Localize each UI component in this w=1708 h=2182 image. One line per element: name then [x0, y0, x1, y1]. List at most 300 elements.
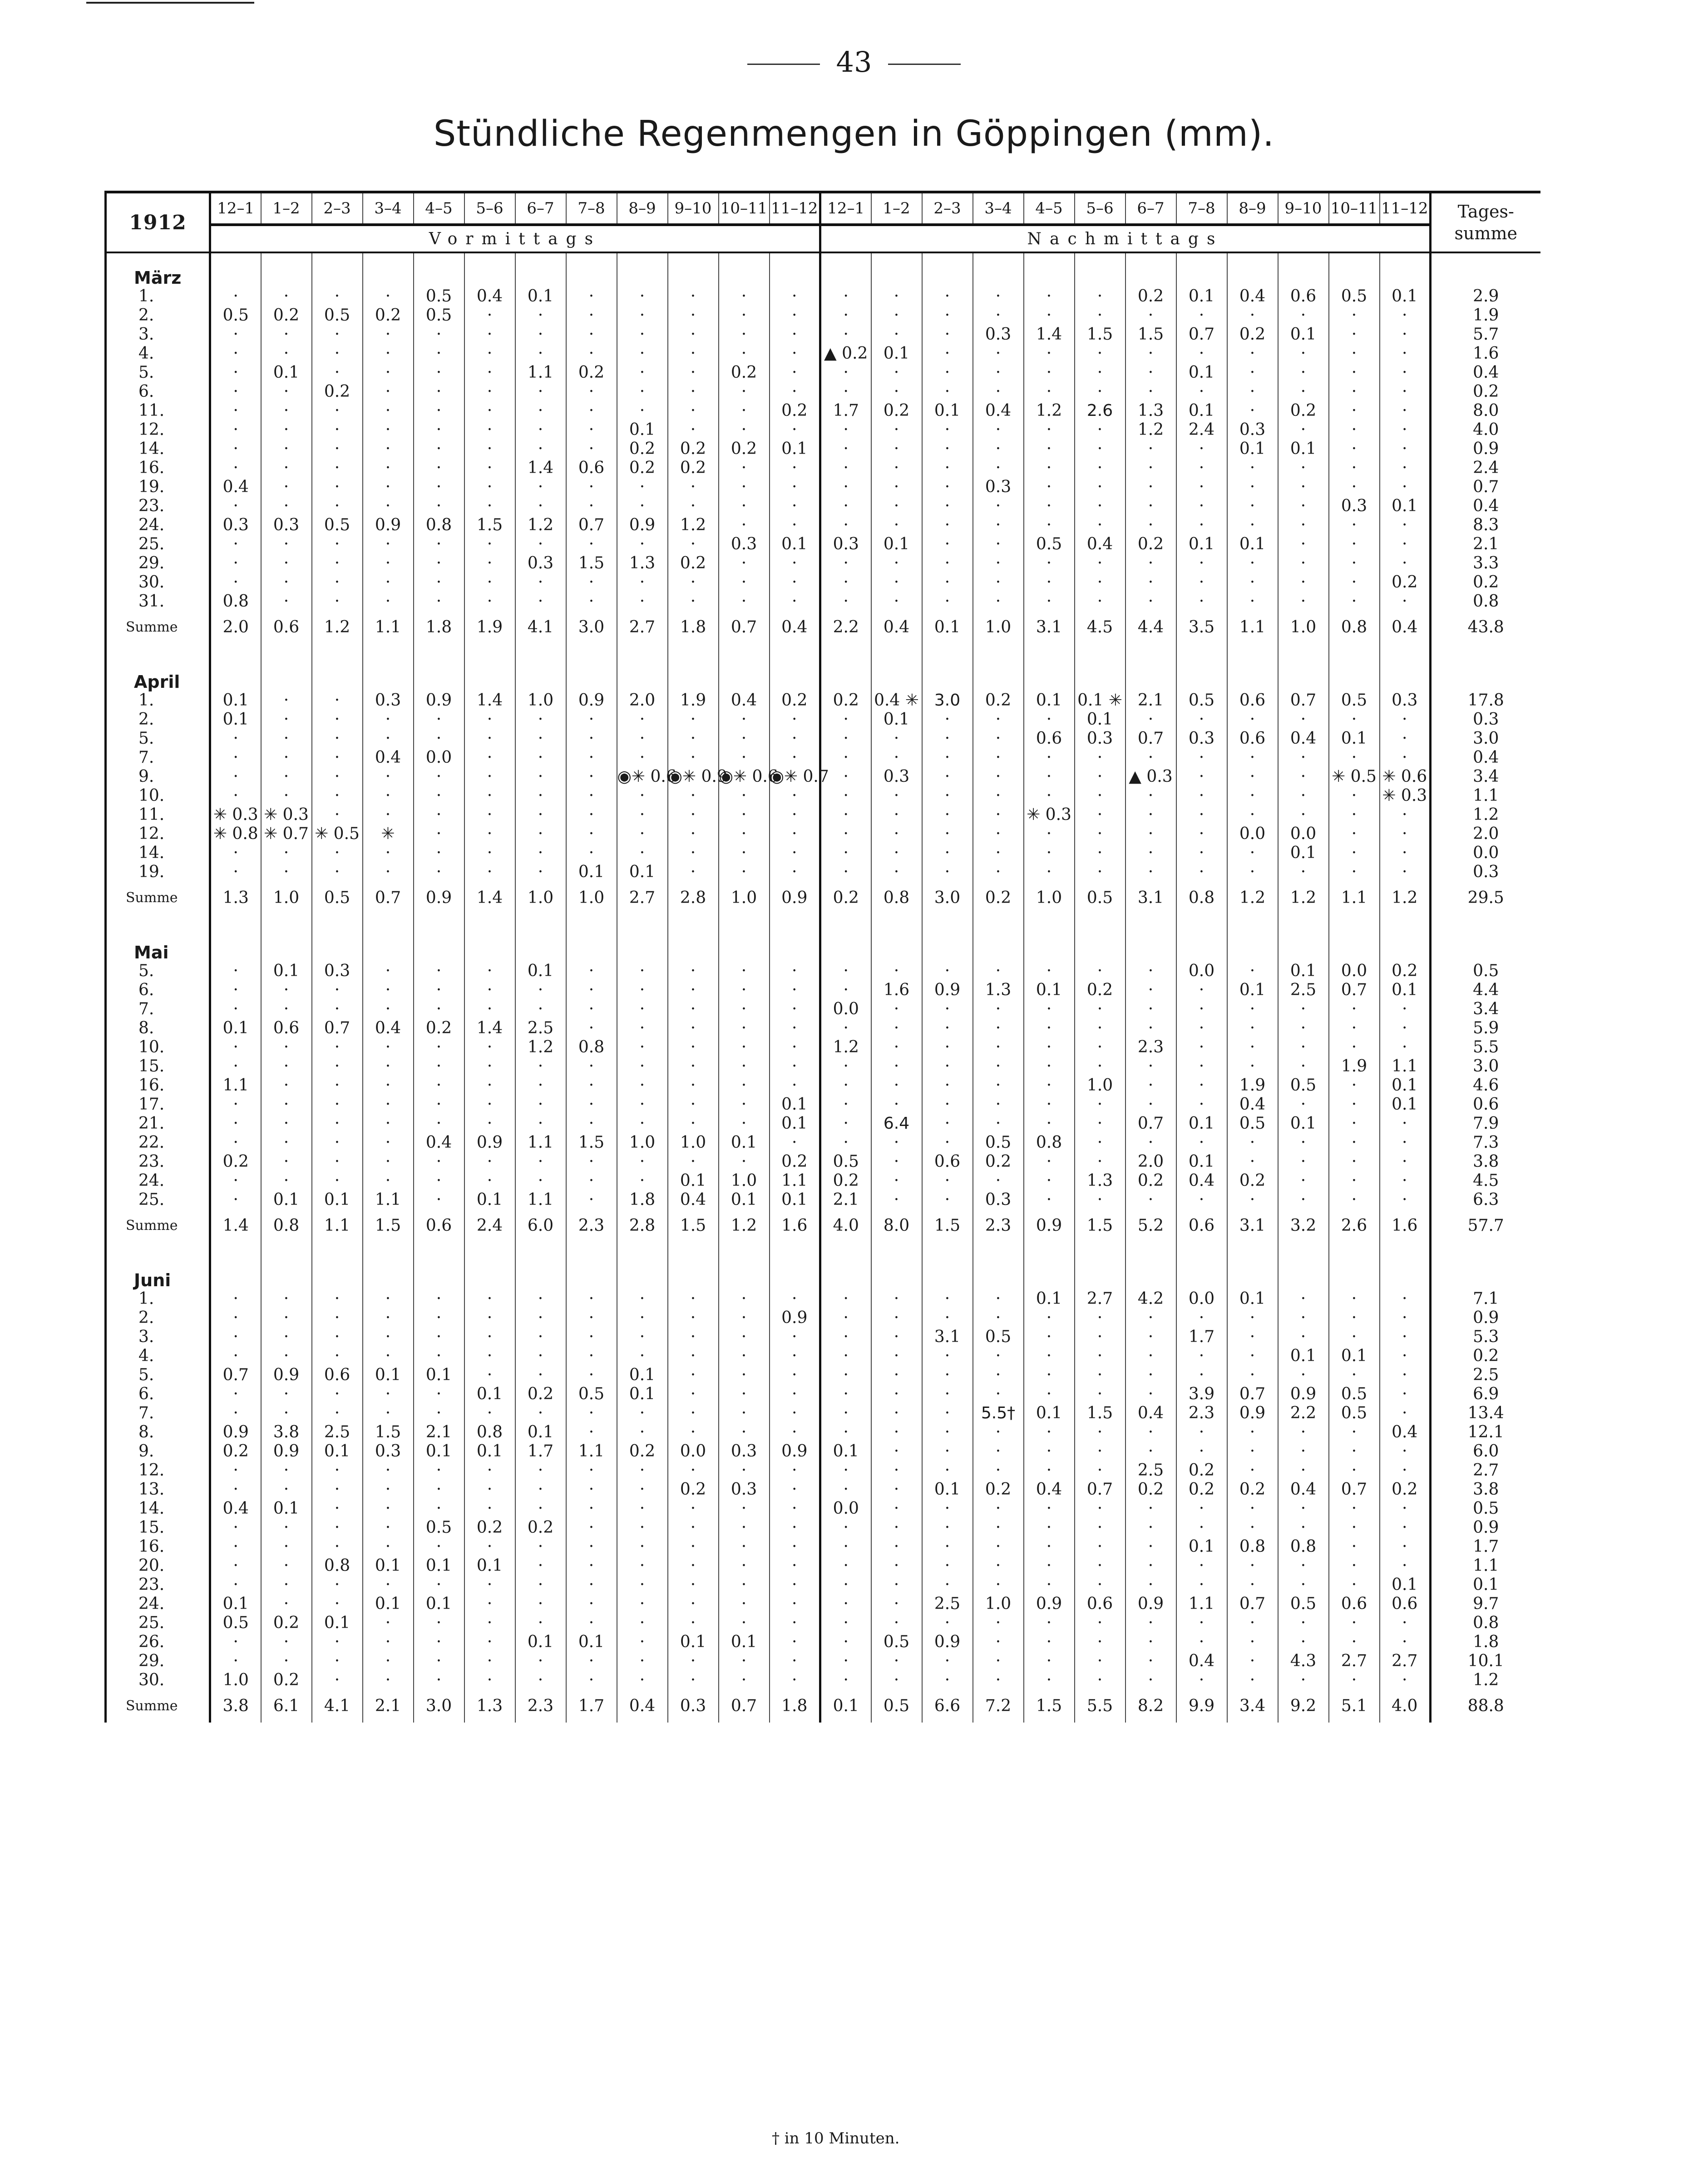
rain-value-cell: · — [617, 1152, 668, 1171]
day-row — [106, 344, 1540, 363]
rain-value-cell: · — [464, 1671, 515, 1690]
rain-value-cell: · — [1075, 420, 1126, 439]
rain-value-cell: · — [1075, 1152, 1126, 1171]
total-label: Summe — [106, 1690, 210, 1723]
rain-value-cell: 2.5 — [515, 1019, 566, 1038]
rain-value-cell: · — [668, 1461, 719, 1480]
rain-value-cell: 2.0 — [210, 611, 261, 644]
rain-value-cell: 1.1 — [515, 1190, 566, 1209]
rain-value-cell: 0.1 — [210, 1019, 261, 1038]
rain-value-cell: · — [719, 1347, 770, 1366]
rain-value-cell: 1.2 — [312, 611, 363, 644]
rain-value-cell: · — [973, 1633, 1024, 1652]
rain-value-cell: · — [312, 767, 363, 786]
day-label: 12. — [106, 420, 210, 439]
rain-value-cell: · — [1075, 1038, 1126, 1057]
rain-value-cell: · — [414, 535, 464, 554]
rain-value-cell: · — [719, 1328, 770, 1347]
hour-header: 2–3 — [312, 192, 363, 225]
rain-value-cell: 3.2 — [1278, 1209, 1329, 1242]
rain-value-cell: · — [1227, 306, 1278, 325]
rain-value-cell: · — [973, 344, 1024, 363]
rain-value-cell: · — [515, 1499, 566, 1518]
rain-value-cell: 0.7 — [719, 1690, 770, 1723]
daily-sum-cell: 0.7 — [1431, 478, 1540, 497]
rain-value-cell: · — [414, 767, 464, 786]
rain-value-cell: · — [668, 401, 719, 420]
rain-value-cell: · — [1176, 382, 1227, 401]
rain-value-cell: · — [566, 535, 617, 554]
rain-value-cell: · — [1024, 1308, 1075, 1328]
rain-value-cell: 0.1 — [1176, 535, 1227, 554]
rain-value-cell: 2.1 — [363, 1690, 414, 1723]
rain-value-cell: 0.3 — [973, 478, 1024, 497]
rain-value-cell: · — [464, 420, 515, 439]
rain-value-cell: · — [1329, 1114, 1380, 1133]
rain-value-cell: · — [1024, 1423, 1075, 1442]
rain-value-cell: · — [363, 1133, 414, 1152]
rain-value-cell: · — [261, 691, 312, 710]
rain-value-cell: · — [312, 1652, 363, 1671]
rain-value-cell: · — [515, 1000, 566, 1019]
rain-value-cell: · — [719, 710, 770, 729]
rain-value-cell: · — [668, 1289, 719, 1308]
day-row — [106, 1556, 1540, 1575]
daily-sum-cell: 6.9 — [1431, 1385, 1540, 1404]
page-number: 43 — [0, 45, 1708, 79]
rain-value-cell: · — [1380, 1114, 1431, 1133]
rain-value-cell: · — [1024, 1385, 1075, 1404]
rain-value-cell: · — [1075, 844, 1126, 863]
rain-value-cell: · — [820, 1133, 871, 1152]
rain-value-cell: · — [770, 478, 820, 497]
rain-value-cell: 3.8 — [261, 1423, 312, 1442]
rain-value-cell: 0.2 — [1126, 1171, 1176, 1190]
rain-value-cell: · — [464, 401, 515, 420]
rain-value-cell: · — [871, 1385, 922, 1404]
rain-value-cell: · — [719, 962, 770, 981]
rain-value-cell: · — [312, 1347, 363, 1366]
rain-value-cell: · — [617, 1461, 668, 1480]
rain-value-cell: 0.1 — [1278, 962, 1329, 981]
rain-value-cell: · — [922, 1190, 973, 1209]
day-row — [106, 1152, 1540, 1171]
daily-sum-cell: 3.8 — [1431, 1480, 1540, 1499]
rain-value-cell: 1.1 — [1329, 882, 1380, 914]
day-row — [106, 1518, 1540, 1537]
day-row — [106, 1671, 1540, 1690]
rain-value-cell: 0.4 — [1176, 1652, 1227, 1671]
rain-value-cell: · — [414, 962, 464, 981]
rain-value-cell: 0.5 — [1024, 535, 1075, 554]
rain-value-cell: · — [1380, 1347, 1431, 1366]
rain-value-cell: · — [261, 535, 312, 554]
day-label: 2. — [106, 1308, 210, 1328]
rain-value-cell: · — [1278, 1133, 1329, 1152]
rain-value-cell: 0.5 — [1329, 1404, 1380, 1423]
rain-value-cell: · — [1329, 863, 1380, 882]
day-row — [106, 459, 1540, 478]
rain-value-cell: 1.5 — [566, 554, 617, 573]
rain-value-cell: 3.0 — [414, 1690, 464, 1723]
rain-value-cell: · — [464, 1000, 515, 1019]
rain-value-cell: 0.1 — [668, 1633, 719, 1652]
rain-value-cell: 2.7 — [1329, 1652, 1380, 1671]
rain-value-cell: · — [210, 1308, 261, 1328]
rain-value-cell: · — [1176, 459, 1227, 478]
rain-value-cell: 2.5 — [312, 1423, 363, 1442]
rain-value-cell: · — [210, 535, 261, 554]
rain-value-cell: · — [871, 478, 922, 497]
rain-value-cell: · — [719, 1537, 770, 1556]
rain-value-cell: 2.1 — [1126, 691, 1176, 710]
rain-value-cell: · — [1024, 1366, 1075, 1385]
rain-value-cell: 0.2 — [261, 1671, 312, 1690]
rain-value-cell: 0.1 — [922, 401, 973, 420]
rain-value-cell: · — [973, 1114, 1024, 1133]
rain-value-cell: · — [820, 1114, 871, 1133]
rain-value-cell: · — [770, 824, 820, 844]
rain-value-cell: · — [1227, 1133, 1278, 1152]
rain-value-cell: 0.6 — [261, 611, 312, 644]
rain-value-cell: · — [1329, 1575, 1380, 1595]
rain-value-cell: · — [820, 1556, 871, 1575]
rain-value-cell: 0.2 — [668, 1480, 719, 1499]
rain-value-cell: 1.0 — [515, 882, 566, 914]
rain-value-cell: 1.0 — [566, 882, 617, 914]
rain-value-cell: · — [414, 459, 464, 478]
day-row — [106, 478, 1540, 497]
rain-value-cell: · — [363, 535, 414, 554]
rain-value-cell: · — [1380, 1190, 1431, 1209]
spacer-row — [106, 914, 1540, 928]
rain-value-cell: · — [617, 1595, 668, 1614]
rain-value-cell: 0.5 — [1075, 882, 1126, 914]
month-total-sum: 88.8 — [1431, 1690, 1540, 1723]
rain-value-cell: · — [1024, 786, 1075, 805]
rain-value-cell: · — [464, 1366, 515, 1385]
rain-value-cell: · — [1227, 1019, 1278, 1038]
rain-value-cell: · — [1278, 1000, 1329, 1019]
rain-value-cell: · — [1126, 478, 1176, 497]
rain-value-cell: · — [210, 344, 261, 363]
rain-value-cell: 0.2 — [515, 1518, 566, 1537]
rain-value-cell: · — [617, 306, 668, 325]
rain-value-cell: 1.6 — [1380, 1209, 1431, 1242]
rain-value-cell: · — [719, 1575, 770, 1595]
rain-value-cell: · — [922, 1404, 973, 1423]
month-header-row — [106, 928, 1540, 962]
rain-value-cell: 1.4 — [464, 691, 515, 710]
rain-value-cell: · — [973, 710, 1024, 729]
rain-value-cell: 0.7 — [1329, 1480, 1380, 1499]
rain-value-cell: 0.4 — [1227, 287, 1278, 306]
rain-value-cell: 0.1 — [464, 1190, 515, 1209]
rain-value-cell: · — [1380, 1308, 1431, 1328]
rain-value-cell: · — [1024, 748, 1075, 767]
rain-value-cell: · — [922, 344, 973, 363]
day-label: 30. — [106, 573, 210, 592]
rain-value-cell: · — [414, 1057, 464, 1076]
rain-value-cell: 0.2 — [1227, 325, 1278, 344]
rain-value-cell: 0.1 — [566, 863, 617, 882]
rain-value-cell: · — [820, 1480, 871, 1499]
rain-value-cell: 0.1 — [1380, 1095, 1431, 1114]
rain-value-cell: · — [515, 1575, 566, 1595]
rain-value-cell: · — [363, 1328, 414, 1347]
rain-value-cell: · — [1024, 1057, 1075, 1076]
total-label: Summe — [106, 611, 210, 644]
day-label: 7. — [106, 1000, 210, 1019]
rain-value-cell: · — [414, 1614, 464, 1633]
rain-value-cell: · — [820, 459, 871, 478]
rain-value-cell: · — [414, 1190, 464, 1209]
rain-value-cell: · — [871, 1423, 922, 1442]
rain-value-cell: · — [770, 981, 820, 1000]
rain-value-cell: · — [566, 1423, 617, 1442]
rain-value-cell: · — [871, 1499, 922, 1518]
rain-value-cell: · — [770, 1671, 820, 1690]
hour-header: 4–5 — [414, 192, 464, 225]
rain-value-cell: · — [617, 824, 668, 844]
rain-value-cell: · — [922, 863, 973, 882]
rain-value-cell: · — [1380, 710, 1431, 729]
rain-value-cell: · — [363, 1152, 414, 1171]
hour-header: 2–3 — [922, 192, 973, 225]
rain-value-cell: ◉✳ 0.9 — [668, 767, 727, 786]
rain-value-cell: · — [668, 1537, 719, 1556]
period-header-row — [106, 225, 1540, 252]
rain-value-cell: · — [566, 1019, 617, 1038]
rain-value-cell: · — [363, 1000, 414, 1019]
rain-value-cell: 0.1 — [617, 1366, 668, 1385]
rain-value-cell: 0.1 — [1380, 1575, 1431, 1595]
rain-value-cell: 1.1 — [515, 363, 566, 382]
rain-value-cell: · — [973, 824, 1024, 844]
rain-value-cell: 0.2 — [1176, 1480, 1227, 1499]
rain-value-cell: 0.4 — [719, 691, 770, 710]
rain-value-cell: 1.4 — [464, 1019, 515, 1038]
rain-value-cell: · — [1176, 1366, 1227, 1385]
rain-value-cell: ◉✳ 0.6 — [617, 767, 676, 786]
rain-value-cell: 0.2 — [973, 1480, 1024, 1499]
rain-value-cell: · — [363, 1385, 414, 1404]
rain-value-cell: · — [1380, 1404, 1431, 1423]
rain-value-cell: · — [1278, 1461, 1329, 1480]
rain-value-cell: 0.4 — [1278, 729, 1329, 748]
rain-value-cell: · — [363, 962, 414, 981]
daily-sum-cell: 7.1 — [1431, 1289, 1540, 1308]
rain-value-cell: · — [770, 497, 820, 516]
rain-value-cell: 0.4 — [1075, 535, 1126, 554]
rain-value-cell: 0.1 — [1278, 325, 1329, 344]
month-total-row — [106, 1209, 1540, 1242]
rain-value-cell: · — [464, 1614, 515, 1633]
rain-value-cell: · — [871, 1556, 922, 1575]
rain-value-cell: · — [312, 592, 363, 611]
rain-value-cell: · — [1380, 863, 1431, 882]
rain-value-cell: · — [1176, 1000, 1227, 1019]
rain-value-cell: 0.5 — [312, 882, 363, 914]
day-row — [106, 1038, 1540, 1057]
rain-value-cell: · — [973, 786, 1024, 805]
rain-value-cell: · — [1329, 1556, 1380, 1575]
rain-value-cell: 8.2 — [1126, 1690, 1176, 1723]
rain-value-cell: · — [922, 1289, 973, 1308]
rain-value-cell: 2.5 — [1126, 1461, 1176, 1480]
rain-value-cell: 1.0 — [1075, 1076, 1126, 1095]
day-label: 17. — [106, 1095, 210, 1114]
rain-value-cell: · — [1227, 748, 1278, 767]
rain-value-cell: · — [515, 592, 566, 611]
rain-value-cell: · — [1380, 729, 1431, 748]
rain-value-cell: · — [820, 554, 871, 573]
rain-value-cell: · — [973, 863, 1024, 882]
rain-value-cell: ✳ 0.8 — [210, 824, 261, 844]
rain-value-cell: · — [719, 748, 770, 767]
rain-value-cell: · — [871, 824, 922, 844]
day-label: 3. — [106, 325, 210, 344]
rain-value-cell: 0.5 — [1329, 287, 1380, 306]
rain-value-cell: · — [1329, 1038, 1380, 1057]
rain-value-cell: · — [515, 1652, 566, 1671]
rain-value-cell: · — [1380, 1152, 1431, 1171]
rain-value-cell: 0.6 — [1380, 1595, 1431, 1614]
rain-value-cell: · — [1176, 497, 1227, 516]
rain-value-cell: · — [1227, 1499, 1278, 1518]
rain-value-cell: · — [1176, 1423, 1227, 1442]
rain-value-cell: · — [922, 1171, 973, 1190]
rain-value-cell: · — [464, 1152, 515, 1171]
rain-value-cell: · — [261, 401, 312, 420]
rain-value-cell: · — [1227, 1575, 1278, 1595]
rain-value-cell: 0.2 — [719, 363, 770, 382]
rain-value-cell: · — [1176, 1347, 1227, 1366]
rain-value-cell: · — [1075, 824, 1126, 844]
daily-sum-cell: 7.9 — [1431, 1114, 1540, 1133]
rain-value-cell: · — [770, 1518, 820, 1537]
rain-value-cell: · — [464, 805, 515, 824]
rain-value-cell: · — [1380, 1614, 1431, 1633]
rain-value-cell: · — [617, 962, 668, 981]
rain-value-cell: 0.8 — [566, 1038, 617, 1057]
rain-value-cell: · — [668, 1152, 719, 1171]
rain-value-cell: 0.1 — [719, 1190, 770, 1209]
rain-value-cell: 0.1 — [1329, 1347, 1380, 1366]
rain-value-cell: 0.7 — [566, 516, 617, 535]
rain-value-cell: 0.5 — [414, 306, 464, 325]
rain-value-cell: · — [973, 459, 1024, 478]
rain-value-cell: · — [922, 1614, 973, 1633]
rain-value-cell: · — [1278, 1614, 1329, 1633]
daily-sum-cell: 3.3 — [1431, 554, 1540, 573]
rain-value-cell: · — [363, 1171, 414, 1190]
rain-value-cell: 0.3 — [312, 962, 363, 981]
rain-value-cell: · — [871, 729, 922, 748]
day-row — [106, 573, 1540, 592]
rain-value-cell: · — [1227, 1057, 1278, 1076]
daily-sum-cell: 3.4 — [1431, 767, 1540, 786]
rain-value-cell: · — [414, 1480, 464, 1499]
rain-value-cell: · — [871, 1057, 922, 1076]
rain-value-cell: · — [871, 1366, 922, 1385]
rain-value-cell: · — [617, 1671, 668, 1690]
rain-value-cell: · — [1278, 710, 1329, 729]
rain-value-cell: · — [515, 1152, 566, 1171]
rain-value-cell: · — [414, 382, 464, 401]
rain-value-cell: · — [312, 1480, 363, 1499]
rain-value-cell: · — [668, 1404, 719, 1423]
forenoon-label: Vormittags — [210, 225, 820, 252]
daily-sum-cell: 0.2 — [1431, 573, 1540, 592]
year-header: 1912 — [106, 192, 210, 252]
rain-value-cell: · — [922, 420, 973, 439]
rain-value-cell: · — [312, 1057, 363, 1076]
rain-value-cell: 0.2 — [210, 1152, 261, 1171]
daily-sum-cell: 17.8 — [1431, 691, 1540, 710]
rain-value-cell: · — [1126, 710, 1176, 729]
rain-value-cell: · — [363, 420, 414, 439]
rain-value-cell: · — [1278, 767, 1329, 786]
rain-value-cell: 3.1 — [1126, 882, 1176, 914]
rain-value-cell: · — [1024, 1019, 1075, 1038]
rain-value-cell: · — [414, 844, 464, 863]
rain-value-cell: · — [312, 805, 363, 824]
rain-value-cell: · — [312, 748, 363, 767]
rain-value-cell: · — [1380, 1328, 1431, 1347]
rain-value-cell: · — [770, 287, 820, 306]
rain-value-cell: · — [1075, 748, 1126, 767]
rain-value-cell: 0.5 — [312, 306, 363, 325]
daily-sum-cell: 0.1 — [1431, 1575, 1540, 1595]
rain-value-cell: 1.0 — [515, 691, 566, 710]
rain-value-cell: · — [1176, 1499, 1227, 1518]
rain-value-cell: · — [210, 1000, 261, 1019]
rain-value-cell: · — [261, 767, 312, 786]
rain-value-cell: · — [1380, 1133, 1431, 1152]
rain-value-cell: · — [719, 325, 770, 344]
rain-value-cell: 0.4 ✳ — [871, 691, 922, 710]
day-row — [106, 748, 1540, 767]
day-label: 1. — [106, 691, 210, 710]
rain-value-cell: · — [210, 1633, 261, 1652]
rain-value-cell: · — [1278, 1499, 1329, 1518]
rain-value-cell: · — [261, 786, 312, 805]
rain-value-cell: · — [1278, 1423, 1329, 1442]
rain-value-cell: · — [668, 1614, 719, 1633]
rain-value-cell: · — [312, 1000, 363, 1019]
rain-value-cell: · — [668, 1076, 719, 1095]
rain-value-cell: · — [1380, 306, 1431, 325]
rain-value-cell: 0.2 — [973, 691, 1024, 710]
daily-sum-cell: 0.2 — [1431, 1347, 1540, 1366]
rain-value-cell: · — [312, 1537, 363, 1556]
rain-value-cell: · — [261, 1633, 312, 1652]
rain-value-cell: 0.9 — [1126, 1595, 1176, 1614]
rain-value-cell: · — [820, 844, 871, 863]
rain-value-cell: · — [617, 1038, 668, 1057]
rain-value-cell: · — [973, 1442, 1024, 1461]
rain-value-cell: · — [261, 344, 312, 363]
rain-value-cell: 0.9 — [414, 882, 464, 914]
rain-value-cell: · — [261, 1038, 312, 1057]
rain-value-cell: 0.1 — [414, 1442, 464, 1461]
rain-value-cell: 0.5 — [1278, 1076, 1329, 1095]
rain-value-cell: 2.8 — [617, 1209, 668, 1242]
rain-value-cell: 3.5 — [1176, 611, 1227, 644]
rain-value-cell: · — [312, 1152, 363, 1171]
rain-value-cell: 0.2 — [312, 382, 363, 401]
